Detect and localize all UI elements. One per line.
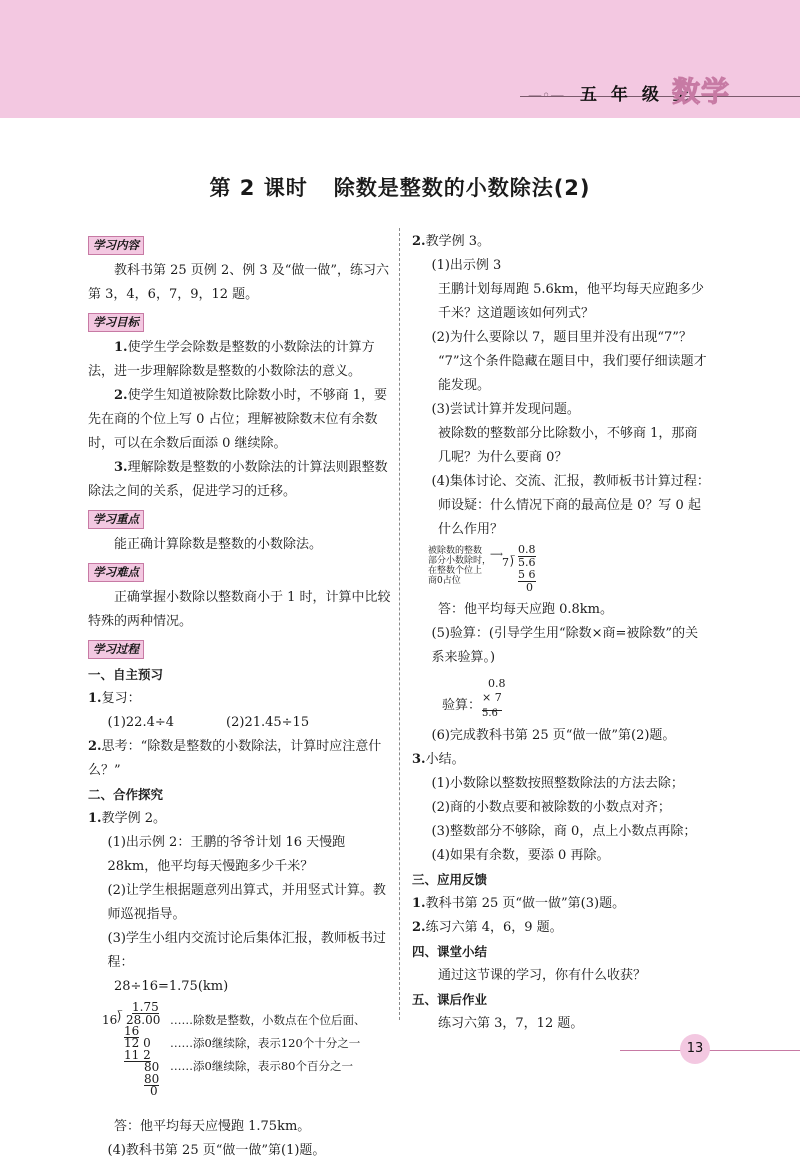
calc-bracket-icon: ⟌ bbox=[117, 1011, 123, 1026]
column-divider bbox=[399, 228, 400, 1020]
tag-process: 学习过程 bbox=[88, 640, 144, 659]
calc-divisor: 16 bbox=[102, 1013, 118, 1027]
goal-3: 3.理解除数是整数的小数除法的计算法则跟整数除法之间的关系，促进学习的迁移。 bbox=[88, 460, 388, 499]
calc2-rem: 0 bbox=[526, 581, 533, 594]
calc-row2: 12 0 bbox=[124, 1036, 151, 1050]
summary-1: (1)小数除以整数按照整数除法的方法去除； bbox=[431, 776, 684, 791]
right-column bbox=[412, 230, 710, 1036]
example2-step3: (3)学生小组内交流讨论后集体汇报，教师板书过程： bbox=[107, 931, 386, 970]
example3-step2-text: “7”这个条件隐藏在题目中，我们要仔细读题才能发现。 bbox=[438, 354, 707, 393]
section-explore: 二、合作探究 bbox=[88, 787, 164, 802]
tag-key-points: 学习重点 bbox=[88, 510, 144, 529]
subject-logo: 数学 bbox=[672, 75, 731, 108]
calc-note1: ……除数是整数，小数点在个位后面、 bbox=[170, 1013, 366, 1027]
calc2-note1: 被除数的整数 bbox=[428, 546, 483, 556]
calc2-sub: 5 6 bbox=[518, 568, 536, 581]
example2-answer: 答：他平均每天应慢跑 1.75km。 bbox=[114, 1119, 311, 1134]
example3-heading: 2.教学例 3。 bbox=[412, 234, 490, 249]
example3-step4: (4)集体讨论、交流、汇报，教师板书计算过程： bbox=[431, 474, 710, 489]
check-top: 0.8 bbox=[488, 677, 506, 690]
feedback-1: 1.教科书第 25 页“做一做”第(3)题。 bbox=[412, 896, 626, 911]
lesson-number: 第 2 课时 bbox=[209, 176, 308, 200]
page-title bbox=[0, 172, 800, 202]
summary-2: (2)商的小数点要和被除数的小数点对齐； bbox=[431, 800, 671, 815]
page-number-rule bbox=[620, 1050, 800, 1051]
calc-row4: 80 bbox=[144, 1060, 160, 1074]
example3-step1: (1)出示例 3 bbox=[431, 258, 502, 273]
feedback-2: 2.练习六第 4，6，9 题。 bbox=[412, 920, 563, 935]
tag-goals: 学习目标 bbox=[88, 313, 144, 332]
think-question: 2.思考：“除数是整数的小数除法，计算时应注意什么？” bbox=[88, 739, 382, 778]
check-calculation bbox=[442, 672, 710, 724]
calc2-dividend: 5.6 bbox=[518, 556, 536, 569]
example3-step4-text: 师设疑：什么情况下商的最高位是 0？写 0 起什么作用？ bbox=[438, 498, 701, 537]
class-summary-text: 通过这节课的学习，你有什么收获？ bbox=[438, 968, 647, 983]
calc2-note2: 部分小数除时， bbox=[428, 556, 492, 566]
calc-row1: 16 bbox=[124, 1024, 140, 1038]
grade-label: 五 年 级 上 bbox=[580, 85, 694, 105]
section-class-summary: 四、课堂小结 bbox=[412, 944, 488, 959]
calc2-arrow-icon: ⟶ bbox=[490, 550, 503, 560]
long-division-example2 bbox=[102, 1001, 391, 1111]
calc2-divisor: 7 bbox=[502, 556, 509, 569]
review-heading: 1.复习： bbox=[88, 691, 141, 706]
example2-equation: 28÷16=1.75(km) bbox=[114, 979, 229, 994]
goal-1: 1.使学生学会除数是整数的小数除法的计算方法，进一步理解除数是整数的小数除法的意义。 bbox=[88, 340, 375, 379]
calc-note3: ……添0继续除，表示80个百分之一 bbox=[170, 1059, 353, 1073]
example3-step3: (3)尝试计算并发现问题。 bbox=[431, 402, 580, 417]
key-text: 能正确计算除数是整数的小数除法。 bbox=[114, 537, 323, 552]
calc2-note3: 在整数个位上 bbox=[428, 566, 483, 576]
example2-step1: (1)出示例 2：王鹏的爷爷计划 16 天慢跑 28km，他平均每天慢跑多少千米？ bbox=[107, 835, 346, 874]
example3-step2: (2)为什么要除以 7，题目里并没有出现“7”？ bbox=[431, 330, 692, 345]
check-mul: × 7 bbox=[482, 686, 502, 711]
review-questions: (1)22.4÷4 (2)21.45÷15 bbox=[107, 715, 310, 730]
calc2-quotient: 0.8 bbox=[518, 543, 536, 556]
check-result: 5.6 bbox=[482, 708, 498, 719]
homework-text: 练习六第 3，7，12 题。 bbox=[438, 1016, 584, 1031]
content-text: 教科书第 25 页例 2、例 3 及“做一做”，练习六第 3，4，6，7，9，12 题。 bbox=[88, 263, 390, 302]
example2-step4: (4)教科书第 25 页“做一做”第(1)题。 bbox=[107, 1143, 326, 1158]
example3-answer: 答：他平均每天应跑 0.8km。 bbox=[438, 602, 614, 617]
example3-step5: (5)验算：(引导学生用“除数×商=被除数”的关系来验算。) bbox=[431, 626, 699, 665]
page-number: 13 bbox=[680, 1034, 710, 1064]
section-feedback: 三、应用反馈 bbox=[412, 872, 488, 887]
summary-3: (3)整数部分不够除，商 0，点上小数点再除； bbox=[431, 824, 697, 839]
tag-difficulties: 学习难点 bbox=[88, 563, 144, 582]
tag-content: 学习内容 bbox=[88, 236, 144, 255]
calc-row5: 80 bbox=[144, 1072, 160, 1086]
section-preview: 一、自主预习 bbox=[88, 667, 164, 682]
difficult-text: 正确掌握小数除以整数商小于 1 时，计算中比较特殊的两种情况。 bbox=[88, 590, 391, 629]
calc-note2: ……添0继续除，表示120个十分之一 bbox=[170, 1036, 361, 1050]
example3-step3-text: 被除数的整数部分比除数小，不够商 1，那商几呢？为什么要商 0？ bbox=[438, 426, 698, 465]
check-label: 验算： bbox=[442, 698, 482, 713]
section-homework: 五、课后作业 bbox=[412, 992, 488, 1007]
calc-row3: 11 2 bbox=[124, 1048, 151, 1062]
summary-4: (4)如果有余数，要添 0 再除。 bbox=[431, 848, 610, 863]
calc2-note4: 商0占位 bbox=[428, 576, 461, 586]
example2-heading: 1.教学例 2。 bbox=[88, 811, 166, 826]
example2-step2: (2)让学生根据题意列出算式，并用竖式计算。教师巡视指导。 bbox=[107, 883, 386, 922]
example3-step6: (6)完成教科书第 25 页“做一做”第(2)题。 bbox=[431, 728, 676, 743]
calc-dividend: 28.00 bbox=[126, 1013, 161, 1027]
left-column bbox=[88, 230, 391, 1163]
example3-step1-text: 王鹏计划每周跑 5.6km，他平均每天应跑多少千米？这道题该如何列式？ bbox=[438, 282, 705, 321]
summary-heading: 3.小结。 bbox=[412, 752, 465, 767]
calc2-bracket-icon: ⟌ bbox=[510, 555, 515, 569]
goal-2: 2.使学生知道被除数比除数小时，不够商 1，要先在商的个位上写 0 占位；理解被除数末位有余数时，可以在余数后面添 0 继续除。 bbox=[88, 388, 387, 451]
calc-row6: 0 bbox=[150, 1084, 158, 1098]
header-ornament-icon: —◦— bbox=[528, 88, 565, 104]
long-division-example3 bbox=[428, 544, 710, 596]
calc-quotient: 1.75 bbox=[132, 1000, 159, 1014]
lesson-topic: 除数是整数的小数除法(2) bbox=[333, 176, 591, 200]
